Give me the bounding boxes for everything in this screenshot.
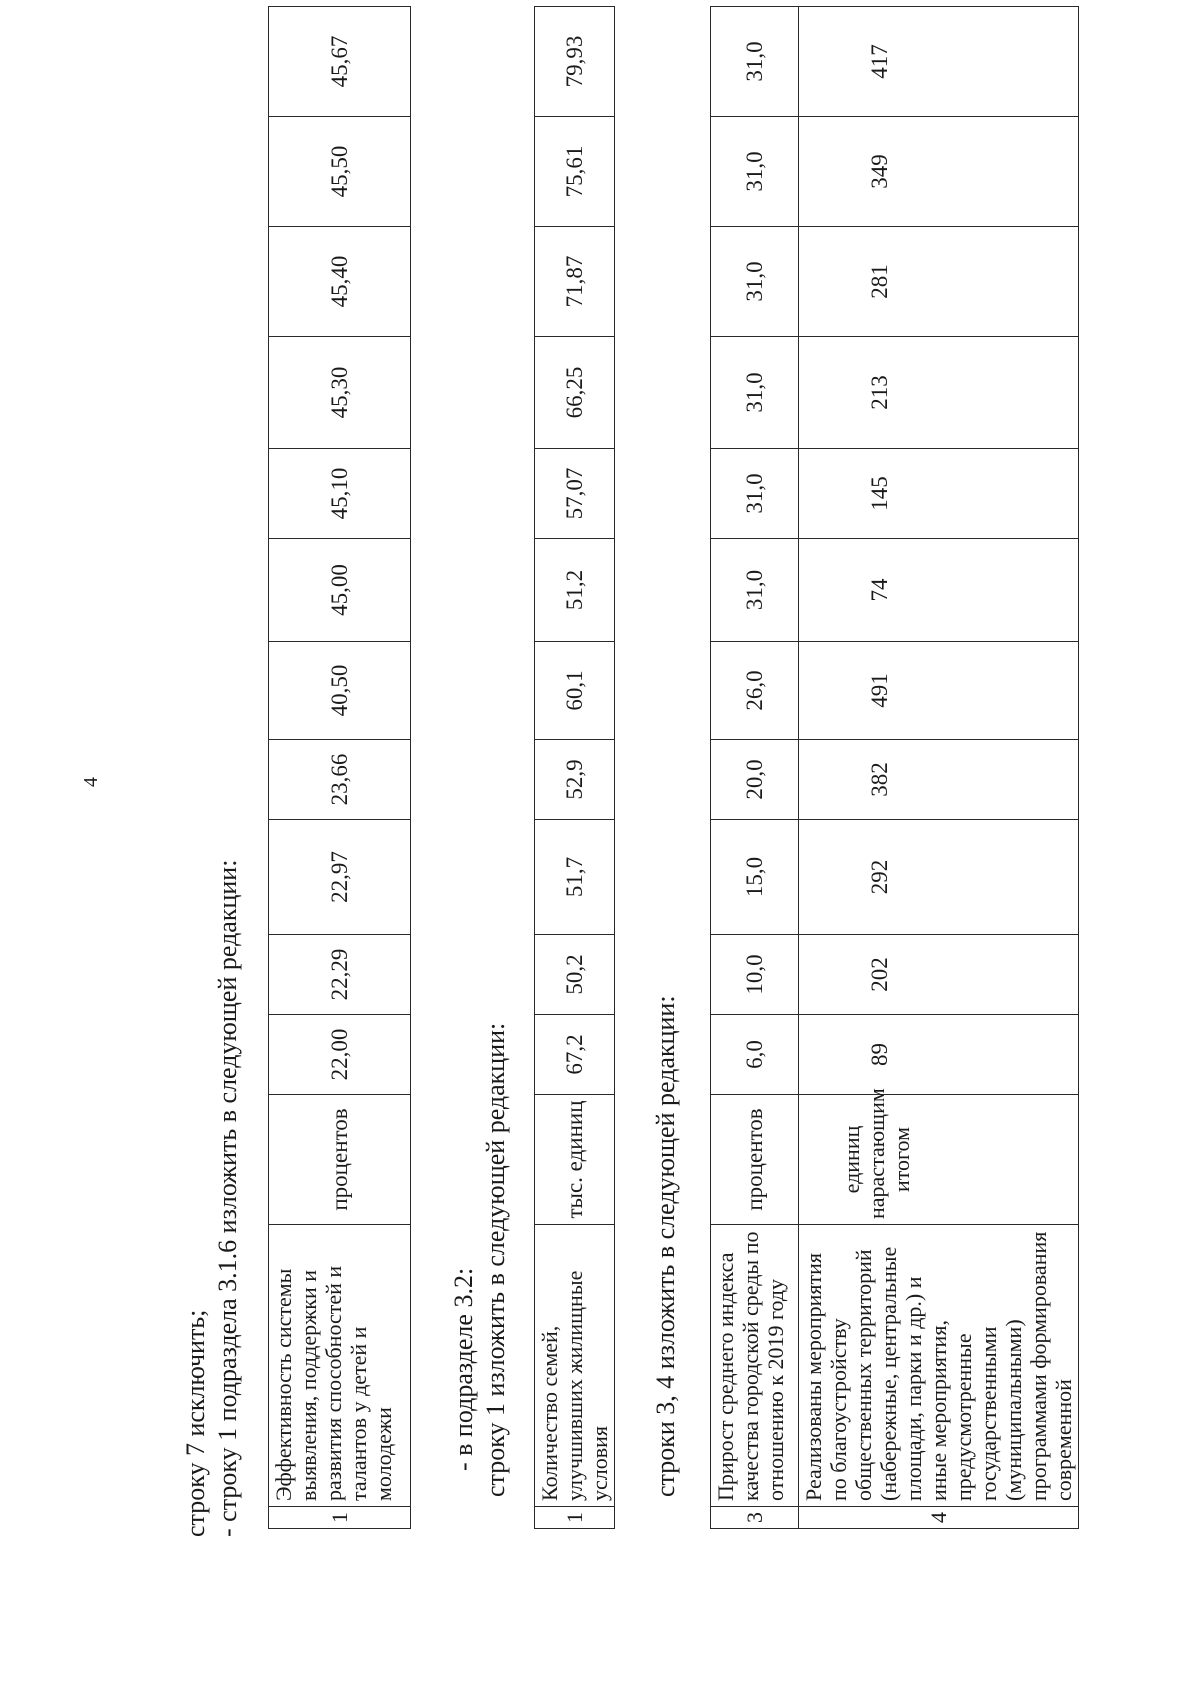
- value-cell: 145: [799, 449, 1079, 539]
- value-cell: 45,30: [269, 337, 411, 449]
- value-cell: 22,29: [269, 935, 411, 1015]
- value-cell: 45,40: [269, 227, 411, 337]
- instruction-table1: - строку 1 подраздела 3.1.6 изложить в следующей редакции:: [213, 859, 242, 1537]
- row-index: 1: [269, 1507, 411, 1529]
- table-row: [799, 7, 1079, 1529]
- value-cell: 20,0: [711, 740, 799, 820]
- value-cell: 202: [799, 935, 1079, 1015]
- table-row: [269, 7, 411, 1529]
- value-cell: 57,07: [535, 449, 615, 539]
- value-cell: 292: [799, 820, 1079, 935]
- table-subsection-3-2-rows-3-4: [710, 6, 1079, 1529]
- table-row: [535, 7, 615, 1529]
- value-cell: 52,9: [535, 740, 615, 820]
- value-cell: 67,2: [535, 1015, 615, 1095]
- value-cell: 31,0: [711, 227, 799, 337]
- value-cell: 45,67: [269, 7, 411, 117]
- value-cell: 60,1: [535, 642, 615, 740]
- value-cell: 31,0: [711, 539, 799, 642]
- value-cell: 26,0: [711, 642, 799, 740]
- unit-cell: единиц нарастающим итогом: [839, 1088, 914, 1219]
- value-cell: 31,0: [711, 7, 799, 117]
- value-cell: 10,0: [711, 935, 799, 1015]
- value-cell: 22,97: [269, 820, 411, 935]
- value-cell: 50,2: [535, 935, 615, 1015]
- instruction-table3: строки 3, 4 изложить в следующей редакции:: [651, 995, 680, 1497]
- instruction-subsection-3-2: - в подразделе 3.2:: [449, 1267, 478, 1471]
- table-row: [711, 7, 799, 1529]
- value-cell: 281: [799, 227, 1079, 337]
- value-cell: 23,66: [269, 740, 411, 820]
- page-number: 4: [80, 777, 102, 787]
- unit-cell: процентов: [711, 1095, 799, 1225]
- unit-cell: тыс. единиц: [535, 1095, 615, 1225]
- indicator-name: Количество семей, улучшивших жилищные условия: [537, 1270, 612, 1501]
- value-cell: 6,0: [711, 1015, 799, 1095]
- unit-cell: процентов: [269, 1095, 411, 1225]
- value-cell: 349: [799, 117, 1079, 227]
- value-cell: 45,00: [269, 539, 411, 642]
- value-cell: 31,0: [711, 449, 799, 539]
- indicator-name: Эффективность системы выявления, поддержки и развития способностей и талантов у детей и молодежи: [271, 1265, 396, 1501]
- value-cell: 31,0: [711, 337, 799, 449]
- row-index: 4: [799, 1507, 1079, 1529]
- value-cell: 75,61: [535, 117, 615, 227]
- value-cell: 15,0: [711, 820, 799, 935]
- value-cell: 51,2: [535, 539, 615, 642]
- value-cell: 71,87: [535, 227, 615, 337]
- value-cell: 491: [799, 642, 1079, 740]
- value-cell: 382: [799, 740, 1079, 820]
- row-index: 1: [535, 1507, 615, 1529]
- table-subsection-3-1-6: [268, 6, 411, 1529]
- indicator-name: Реализованы мероприятия по благоустройству общественных территорий (набережные, центральные площади, парки и др.) и иные мероприятия, предусмотренные государственными (муниципальными) программами формирования современной: [801, 1231, 1076, 1501]
- value-cell: 31,0: [711, 117, 799, 227]
- value-cell: 213: [799, 337, 1079, 449]
- value-cell: 417: [799, 7, 1079, 117]
- row-index: 3: [711, 1507, 799, 1529]
- value-cell: 89: [799, 1015, 1079, 1095]
- value-cell: 45,10: [269, 449, 411, 539]
- value-cell: 22,00: [269, 1015, 411, 1095]
- table-subsection-3-2-row-1: [534, 6, 615, 1529]
- instruction-table2: строку 1 изложить в следующей редакции:: [481, 1022, 510, 1497]
- value-cell: 51,7: [535, 820, 615, 935]
- value-cell: 66,25: [535, 337, 615, 449]
- value-cell: 40,50: [269, 642, 411, 740]
- value-cell: 79,93: [535, 7, 615, 117]
- instruction-exclude-row-7: строку 7 исключить;: [181, 1309, 210, 1537]
- value-cell: 45,50: [269, 117, 411, 227]
- indicator-name: Прирост среднего индекса качества городской среды по отношению к 2019 году: [713, 1231, 788, 1501]
- value-cell: 74: [799, 539, 1079, 642]
